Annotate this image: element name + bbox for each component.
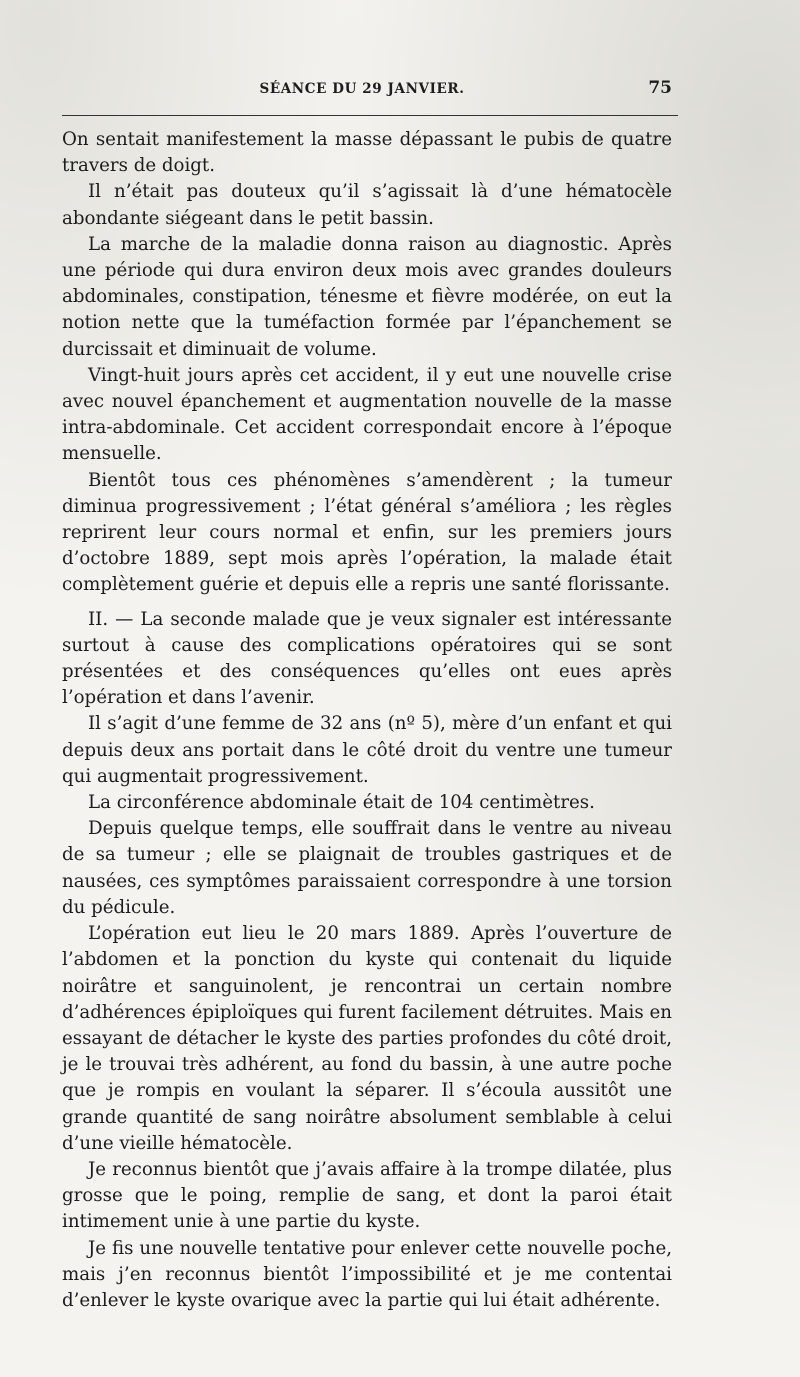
paragraph: L’opération eut lieu le 20 mars 1889. Après l’ouverture de l’abdomen et la ponction du kyste qui contenait du liquide noirâtre et sanguinolent, je rencontrai un certain nombre d’adhérences épiploïques qui furent facilement détruites. Mais en essayant de détacher le kyste des parties profondes du côté droit, je le trouvai très adhérent, au fond du bassin, à une autre poche que je rompis en voulant la séparer. Il s’écoula aussitôt une grande quantité de sang noirâtre absolument semblable à celui d’une vieille hématocèle. [62, 923, 672, 1154]
paragraph: La marche de la maladie donna raison au diagnostic. Après une période qui dura environ deux mois avec grandes douleurs abdominales, constipation, ténesme et fièvre modérée, on eut la notion nette que la tuméfaction formée par l’épanchement se durcissait et diminuait de volume. [62, 233, 672, 360]
paragraph: Je fis une nouvelle tentative pour enlever cette nouvelle poche, mais j’en reconnus bientôt l’impossibilité et je me contentai d’enlever le kyste ovarique avec la partie qui lui était adhérente. [62, 1237, 672, 1311]
page-header [62, 78, 680, 102]
paragraph: Je reconnus bientôt que j’avais affaire à la trompe dilatée, plus grosse que le poing, remplie de sang, et dont la paroi était intimement unie à une partie du kyste. [62, 1158, 672, 1233]
paragraph: Vingt-huit jours après cet accident, il y eut une nouvelle crise avec nouvel épanchement et augmentation nouvelle de la masse intra-abdominale. Cet accident correspondait encore à l’époque mensuelle. [62, 364, 672, 465]
paragraph: Bientôt tous ces phénomènes s’amendèrent ; la tumeur diminua progressivement ; l’état général s’améliora ; les règles reprirent leur cours normal et enfin, sur les premiers jours d’octobre 1889, sept mois après l’opération, la malade était complètement guérie et depuis elle a repris une santé florissante. [62, 469, 672, 596]
section-paragraph: II. — La seconde malade que je veux signaler est intéressante surtout à cause des complications opératoires qui se sont présentées et des conséquences qu’elles ont eues après l’opération et dans l’avenir. [62, 608, 672, 709]
paragraph: Il s’agit d’une femme de 32 ans (nº 5), mère d’un enfant et qui depuis deux ans portait dans le côté droit du ventre une tumeur qui augmentait progressivement. [62, 713, 672, 787]
paragraph: Depuis quelque temps, elle souffrait dans le ventre au niveau de sa tumeur ; elle se plaignait de troubles gastriques et de nausées, ces symptômes paraissaient correspondre à une torsion du pédicule. [62, 818, 672, 918]
header-rule [62, 115, 678, 116]
body-text [62, 127, 672, 1314]
paragraph: La circonférence abdominale était de 104 centimètres. [88, 792, 595, 814]
paragraph: Il n’était pas douteux qu’il s’agissait là d’une hématocèle abondante siégeant dans le petit bassin. [62, 181, 672, 229]
running-title: SÉANCE DU 29 JANVIER. [259, 81, 465, 97]
paragraph: On sentait manifestement la masse dépassant le pubis de quatre travers de doigt. [62, 129, 672, 177]
page-number: 75 [648, 78, 672, 98]
